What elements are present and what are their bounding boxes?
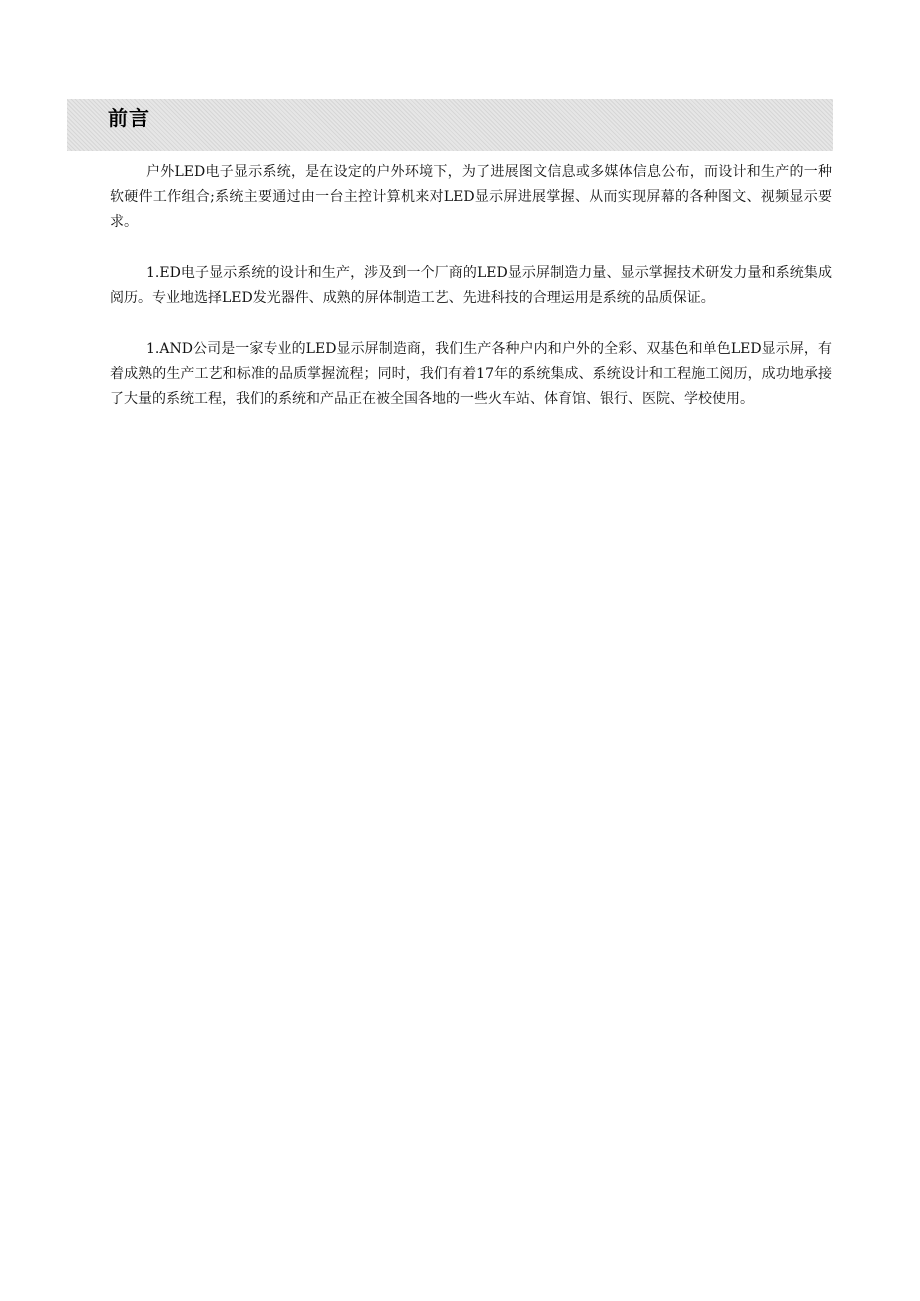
body-text [110, 160, 832, 438]
paragraph-intro: 户外LED电子显示系统，是在设定的户外环境下，为了进展图文信息或多媒体信息公布，而设计和生产的一种软硬件工作组合;系统主要通过由一台主控计算机来对LED显示屏进展掌握、从而实现屏幕的各种图文、视频显示要求。 [110, 164, 832, 230]
paragraph-company: 1.AND公司是一家专业的LED显示屏制造商，我们生产各种户内和户外的全彩、双基色和单色LED显示屏，有着成熟的生产工艺和标准的品质掌握流程；同时，我们有着17年的系统集成、系统设计和工程施工阅历，成功地承接了大量的系统工程，我们的系统和产品正在被全国各地的一些火车站、体育馆、银行、医院、学校使用。 [110, 341, 832, 407]
paragraph-design: 1.ED电子显示系统的设计和生产，涉及到一个厂商的LED显示屏制造力量、显示掌握技术研发力量和系统集成阅历。专业地选择LED发光器件、成熟的屏体制造工艺、先进科技的合理运用是系统的品质保证。 [110, 265, 832, 306]
section-header-band [67, 99, 833, 151]
section-title: 前言 [108, 106, 150, 130]
